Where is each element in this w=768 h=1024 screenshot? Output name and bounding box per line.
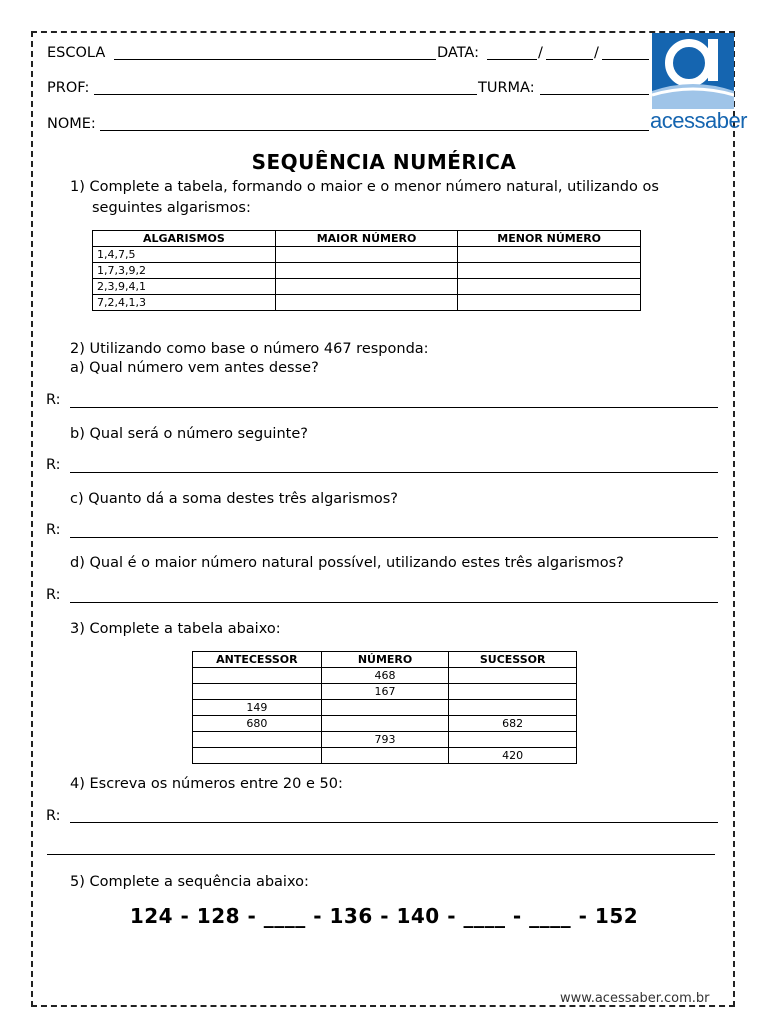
answer-label: R: [46,808,61,824]
table-cell: 793 [321,732,449,748]
table-cell: 1,4,7,5 [93,247,276,263]
answer-label: R: [46,522,61,538]
table-row [93,263,641,279]
table-row [193,748,577,764]
table-row [193,716,577,732]
answer-4-line[interactable] [70,822,718,823]
table-cell: 149 [193,700,322,716]
question-3: 3) Complete a tabela abaixo: [70,621,281,637]
date-label: DATA: [437,45,479,61]
table-row [193,732,577,748]
table-row [193,668,577,684]
date-separator: / [538,45,543,61]
table-cell: 680 [193,716,322,732]
question-1-line1: 1) Complete a tabela, formando o maior e o menor número natural, utilizando os [70,179,659,195]
date-month-field[interactable] [546,59,593,60]
question-5: 5) Complete a sequência abaixo: [70,874,309,890]
question-2a: a) Qual número vem antes desse? [70,360,319,376]
class-field[interactable] [540,94,649,95]
table-cell-input[interactable] [458,279,641,295]
answer-4-line-2[interactable] [47,854,715,855]
table-cell-input[interactable] [193,732,322,748]
answer-2b-line[interactable] [70,472,718,473]
teacher-field[interactable] [94,94,477,95]
table-row [93,295,641,311]
number-sequence: 124 - 128 - ____ - 136 - 140 - ____ - ____ - 152 [129,904,639,928]
question-2d: d) Qual é o maior número natural possível, utilizando estes três algarismos? [70,555,624,571]
table-2 [192,651,577,764]
question-1-line2: seguintes algarismos: [92,200,251,216]
question-4: 4) Escreva os números entre 20 e 50: [70,776,343,792]
table-row [193,684,577,700]
table-cell-input[interactable] [275,295,458,311]
answer-2a-line[interactable] [70,407,718,408]
date-year-field[interactable] [602,59,649,60]
answer-2d-line[interactable] [70,602,718,603]
table-cell-input[interactable] [193,668,322,684]
question-2-intro: 2) Utilizando como base o número 467 responda: [70,341,429,357]
table-cell-input[interactable] [193,684,322,700]
table-cell-input[interactable] [321,716,449,732]
table-cell: 7,2,4,1,3 [93,295,276,311]
teacher-label: PROF: [47,80,90,96]
table-cell: 420 [449,748,577,764]
table-cell: 682 [449,716,577,732]
answer-label: R: [46,587,61,603]
table-cell-input[interactable] [321,700,449,716]
logo-text: acessaber [650,108,748,133]
table-1 [92,230,641,311]
table-cell-input[interactable] [449,668,577,684]
answer-2c-line[interactable] [70,537,718,538]
table-cell: 468 [321,668,449,684]
school-field[interactable] [114,59,436,60]
table-cell-input[interactable] [321,748,449,764]
table-2-header: SUCESSOR [449,652,577,668]
table-2-header: ANTECESSOR [193,652,322,668]
table-1-header: MAIOR NÚMERO [275,231,458,247]
table-cell: 1,7,3,9,2 [93,263,276,279]
page-title: SEQUÊNCIA NUMÉRICA [251,150,517,174]
name-label: NOME: [47,116,96,132]
table-1-header: MENOR NÚMERO [458,231,641,247]
class-label: TURMA: [478,80,535,96]
question-2b: b) Qual será o número seguinte? [70,426,308,442]
table-2-header-row [193,652,577,668]
table-cell-input[interactable] [458,263,641,279]
date-separator: / [594,45,599,61]
table-cell-input[interactable] [193,748,322,764]
table-cell: 167 [321,684,449,700]
school-label: ESCOLA [47,45,106,61]
footer-url[interactable]: www.acessaber.com.br [560,991,710,1006]
date-day-field[interactable] [487,59,537,60]
table-row [93,247,641,263]
answer-label: R: [46,392,61,408]
table-cell-input[interactable] [449,700,577,716]
table-row [93,279,641,295]
table-cell-input[interactable] [458,295,641,311]
table-2-header: NÚMERO [321,652,449,668]
name-field[interactable] [100,130,649,131]
table-row [193,700,577,716]
table-cell: 2,3,9,4,1 [93,279,276,295]
table-1-header-row [93,231,641,247]
question-2c: c) Quanto dá a soma destes três algarismos? [70,491,398,507]
table-1-header: ALGARISMOS [93,231,276,247]
table-cell-input[interactable] [275,279,458,295]
table-cell-input[interactable] [458,247,641,263]
table-cell-input[interactable] [275,263,458,279]
table-cell-input[interactable] [449,732,577,748]
table-cell-input[interactable] [275,247,458,263]
table-cell-input[interactable] [449,684,577,700]
answer-label: R: [46,457,61,473]
logo-icon [652,33,734,109]
